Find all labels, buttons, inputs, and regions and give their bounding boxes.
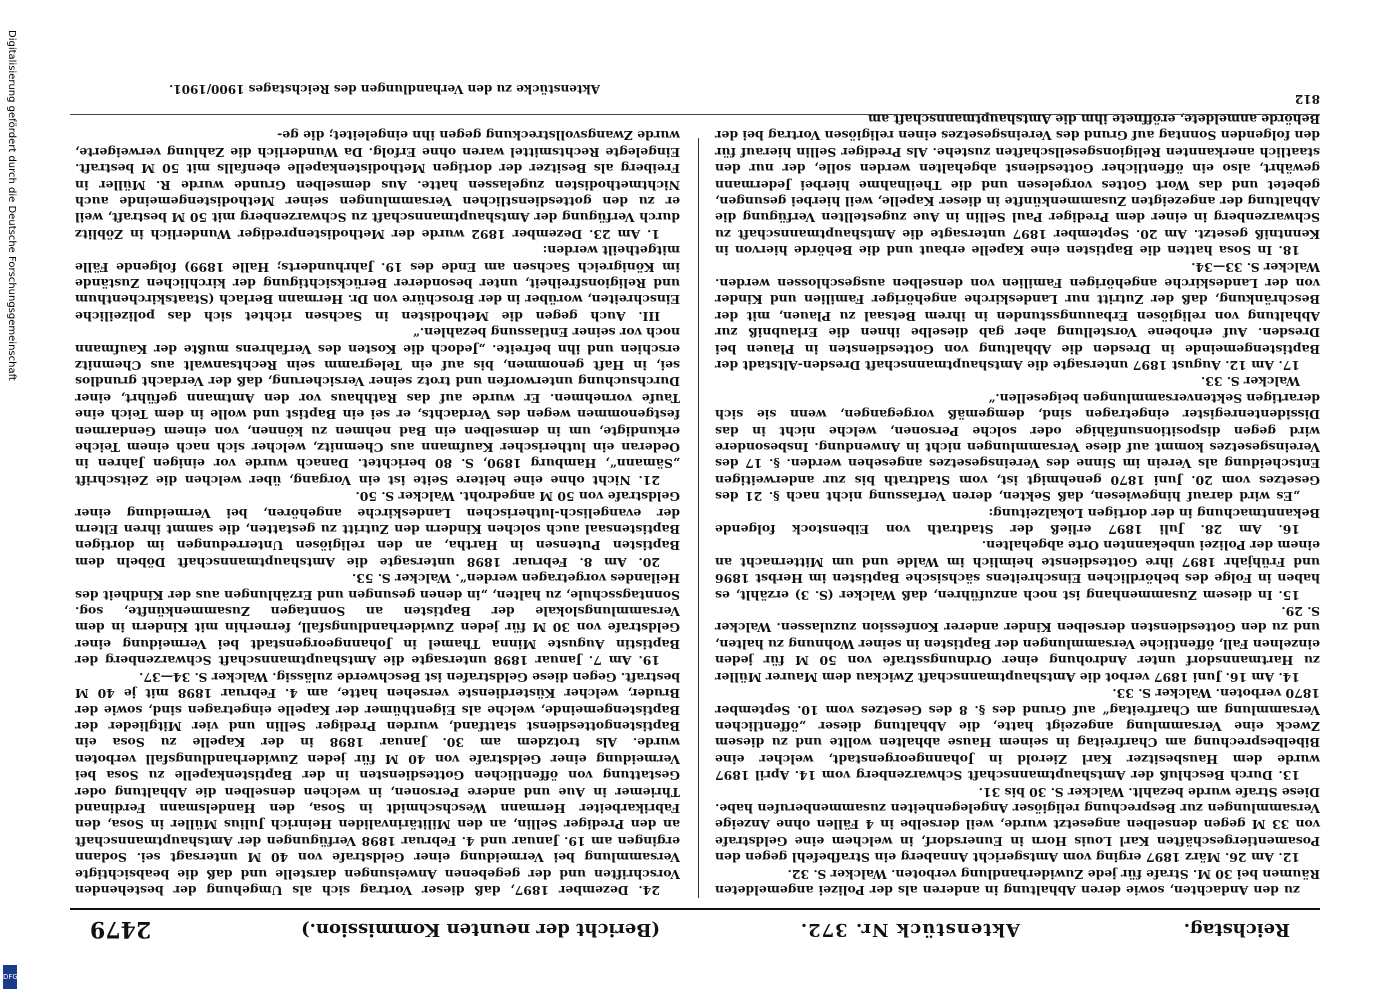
sheet-number: 812	[1294, 92, 1320, 106]
column-divider	[698, 138, 699, 898]
paragraph: Walcker S. 33.	[1200, 374, 1300, 390]
paragraph: 17. Am 12. August 1897 untersagte die Amtshauptmannschaft Dresden-Altstadt der Baptistengemeinde in Dresden die Abhaltung von Gottesdiensten in Plauen bei Dresden. Auf erhobene Vorstellung aber gab dieselbe ihnen die Erlaubniß zur Abhaltung von religiösen Erbauungsstunden in ihrem Betsaal zu Plauen, mit der Beschränkung, daß der Zutritt nur Landeskirche angehöriger Familien und Kinder von der Landeskirche angehörigen Familien von denselben ausgeschlossen werden. Walcker S. 33—34.	[715, 259, 1320, 373]
footer-caption: Aktenstücke zu den Verhandlungen des Reichstages 1900/1901.	[169, 82, 600, 96]
header-right: (Bericht der neunten Kommission.)	[301, 919, 660, 940]
right-column	[75, 128, 680, 898]
paragraph: 1. Am 23. Dezember 1892 wurde der Methodistenprediger Wunderlich in Zöblitz durch Verfügung der Amtshauptmannschaft zu Schwarzenberg mit 50 M bestraft, weil er zu den gottesdienstlichen Versammlungen seiner Methodistengemeinde auch Nichtmethodisten zugelassen hatte. Aus demselben Grunde wurde R. Müller in Freiberg als Besitzer der dortigen Methodistenkapelle ebenfalls mit 50 M bestraft. Eingelegte Rechtsmittel waren ohne Erfolg. Da Wunderlich die Zahlung verweigerte, wurde Zwangsvollstreckung gegen ihn eingeleitet; die ge-	[75, 128, 680, 242]
paragraph: 19. Am 7. Januar 1898 untersagte die Amtshauptmannschaft Schwarzenberg der Baptistin Auguste Minna Thamel in Johanngeorgenstadt bei Vermeidung einer Geldstrafe von 30 M für jeden Zuwiderhandlungsfall, fernerhin mit Kindern in dem Versammlungslokale der Baptisten an Sonntagen Zusammenkünfte, sog. Sonntagsschule, zu halten, „in denen gesungen und Erzählungen aus der Kindheit des Heilandes vorgetragen werden“. Walcker S. 53.	[75, 571, 680, 669]
paragraph: 20. Am 8. Februar 1898 untersagte die Amtshauptmannschaft Döbeln dem Baptisten Putensen in Hartha, an den religiösen Unterredungen im dortigen Baptistensaal auch solchen Kindern den Zutritt zu gestatten, die sammt ihren Eltern der evangelisch-lutherischen Landeskirche angehören, bei Vermeidung einer Geldstrafe von 50 M angedroht. Walcker S. 50.	[75, 489, 680, 570]
header-left: Reichstag.	[1183, 919, 1290, 940]
paragraph: 21. Nicht ohne eine heitere Seite ist ein Vorgang, über welchen die Zeitschrift „Sämann“, Hamburg 1890, S. 80 berichtet. Danach wurde vor einigen Jahren in Oederan ein lutherischer Kaufmann aus Chemnitz, welcher sich nach einem Teiche erkundigte, um in demselben ein Bad nehmen zu können, von einem Gendarmen festgenommen wegen des Verdachts, er sei ein Baptist und wolle in dem Teich eine Taufe vornehmen. Er wurde auf das Rathhaus vor den Amtmann geführt, einer Durchsuchung unterworfen und trotz seiner Versicherung, daß der Verdacht grundlos sei, in Haft genommen, bis auf ein Telegramm sein Rechtsanwalt aus Chemnitz erschien und ihn befreite. „Jedoch die Kosten des Verfahrens mußte der Kaufmann noch vor seiner Entlassung bezahlen.“	[75, 325, 680, 488]
dfg-logo-icon: DFG	[3, 965, 17, 989]
paragraph: 16. Am 28. Juli 1897 erließ der Stadtrath von Eibenstock folgende Bekanntmachung in der dortigen Lokalzeitung:	[715, 505, 1320, 538]
digitization-credit	[3, 30, 17, 990]
quotation: „Es wird darauf hingewiesen, daß Sekten, deren Verfassung nicht nach §. 21 des Gesetzes vom 20. Juni 1870 genehmigt ist, vom Stadtrath bis zur anderweitigen Entscheidung als Verein im Sinne des Vereinsgesetzes angesehen werden. §. 17 des Vereinsgesetzes kommt auf diese Versammlungen nicht in Anwendung. Insbesondere wird gegen dispositionsunfähige oder solche Personen, welche nicht in das Dissidentenregister eingetragen sind, demgemäß vorgegangen, wenn sie sich derartigen Sektenversammlungen beigesellen.“	[715, 390, 1320, 505]
paragraph: 12. Am 26. März 1897 erging vom Amtsgericht Annaberg ein Strafbefehl gegen den Posamentiergeschäften Karl Louis Horn in Eunersdorf, in welchem eine Geldstrafe von 33 M gegen denselben angesetzt wurde, weil derselbe in 4 Fällen ohne Anzeige Versammlungen zur Besprechung religiöser Angelegenheiten zusammenberufen habe. Diese Strafe wurde bezahlt. Walcker S. 30 bis 31.	[715, 784, 1320, 866]
paragraph: 24. Dezember 1897, daß dieser Vortrag sich als Umgehung der bestehenden Vorschriften und der gegebenen Anweisungen darstelle und daß die beabsichtigte Versammlung bei Vermeidung einer Geldstrafe von 40 M untersagt sei. Sodann ergingen am 19. Januar und 4. Februar 1898 Verfügungen der Amtshauptmannschaft an den Prediger Sellin, an den Militärinvaliden Heinrich Julius Müller in Sosa, den Fabrikarbeiter Hermann Weschschmidt in Sosa, den Handelsmann Ferdinand Thriemer in Aue und andere Personen, in welchen denselben die Abhaltung oder Gestattung von öffentlichen Gottesdiensten in der Baptistenkapelle zu Sosa bei Vermeidung einer Geldstrafe von 40 M für jeden Zuwiderhandlungsfall verboten wurde. Als trotzdem am 30. Januar 1898 in der Kapelle zu Sosa ein Baptistengottesdienst stattfand, wurden Prediger Sellin und vier Mitglieder der Baptistengemeinde, welche als Eigenthümer der Kapelle eingetragen sind, sowie der Bruder, welcher Küsterdienste versehen hatte, am 4. Februar 1898 mit je 40 M bestraft. Gegen diese Geldstrafen ist Beschwerde zulässig. Walcker S. 34—37.	[75, 669, 680, 898]
page-footer	[70, 74, 1320, 115]
rotated-scan-page	[70, 30, 1320, 950]
paragraph: zu den Andachten, sowie deren Abhaltung in anderen als der Polizei angemeldeten Räumen bei 30 M. Strafe für jede Zuwiderhandlung verboten. Walcker S. 32.	[715, 866, 1320, 898]
left-column	[715, 111, 1320, 898]
page-number: 2479	[90, 916, 152, 942]
paragraph: 18. In Sosa hatten die Baptisten eine Kapelle erbaut und die Behörde hiervon in Kenntniß gesetzt. Am 20. September 1897 untersagte die Amtshauptmannschaft zu Schwarzenberg in einer dem Prediger Paul Sellin in Aue zugestellten Verfügung die Abhaltung der angezeigten Zusammenkünfte in dieser Kapelle, weil hierbei gesungen, gebetet und das Wort Gottes vorgelesen und die Theilnahme hierbei Jedermann gewährt, also ein öffentlicher Gottesdienst abgehalten werden solle, der nur den staatlich anerkannten Religionsgesellschaften zustehe. Als Prediger Sellin hierauf für den folgenden Sonntag auf Grund des Vereinsgesetzes einen religiösen Vortrag bei der Behörde anmeldete, eröffnete ihm die Amtshauptmannschaft am	[715, 111, 1320, 259]
paragraph: III. Auch gegen die Methodisten in Sachsen richtet sich das polizeiliche Einschreiten, worüber in der Broschüre von Dr. Hermann Berlach (Staatskirchenthum und Religionsfreiheit, unter besonderer Berücksichtigung der kirchlichen Zustände im Königreich Sachsen am Ende des 19. Jahrhunderts; Halle 1899) folgende Fälle mitgetheilt werden:	[75, 243, 680, 324]
paragraph: 14. Am 16. Juni 1897 verbot die Amtshauptmannschaft Zwickau dem Maurer Müller zu Hartmannsdorf unter Androhung einer Ordnungsstrafe von 50 M für jeden einzelnen Fall, öffentliche Versammlungen der Baptisten in seiner Wohnung zu halten, und zu den Gottesdiensten derselben Kinder anderer Konfession zuzulassen. Walcker S. 29.	[715, 604, 1320, 685]
credit-text: Digitalisierung gefördert durch die Deutsche Forschungsgemeinschaft	[6, 30, 17, 381]
paragraph: 15. In diesem Zusammenhang ist noch anzuführen, daß Walcker (S. 3) erzählt, es haben in Folge des behördlichen Einschreitens sächsische Baptisten im Herbst 1896 und Frühjahr 1897 ihre Gottesdienste heimlich im Walde und um Mitternacht an einem der Polizei unbekannten Orte abgehalten.	[715, 538, 1320, 603]
header-title: Aktenstück Nr. 372.	[799, 919, 1020, 940]
page-header	[70, 908, 1320, 950]
paragraph: 13. Durch Beschluß der Amtshauptmannschaft Schwarzenberg vom 14. April 1897 wurde dem Hausbesitzer Karl Zierold in Johanngeorgenstadt, welcher eine Bibelbesprechung am Charfreitag in seinem Hause abhalten wollte und zu diesem Zweck eine Versammlung angezeigt hatte, die Abhaltung dieser „öffentlichen Versammlung am Charfreitag“ auf Grund des §. 8 des Gesetzes vom 10. September 1870 verboten. Walcker S. 33.	[715, 686, 1320, 784]
